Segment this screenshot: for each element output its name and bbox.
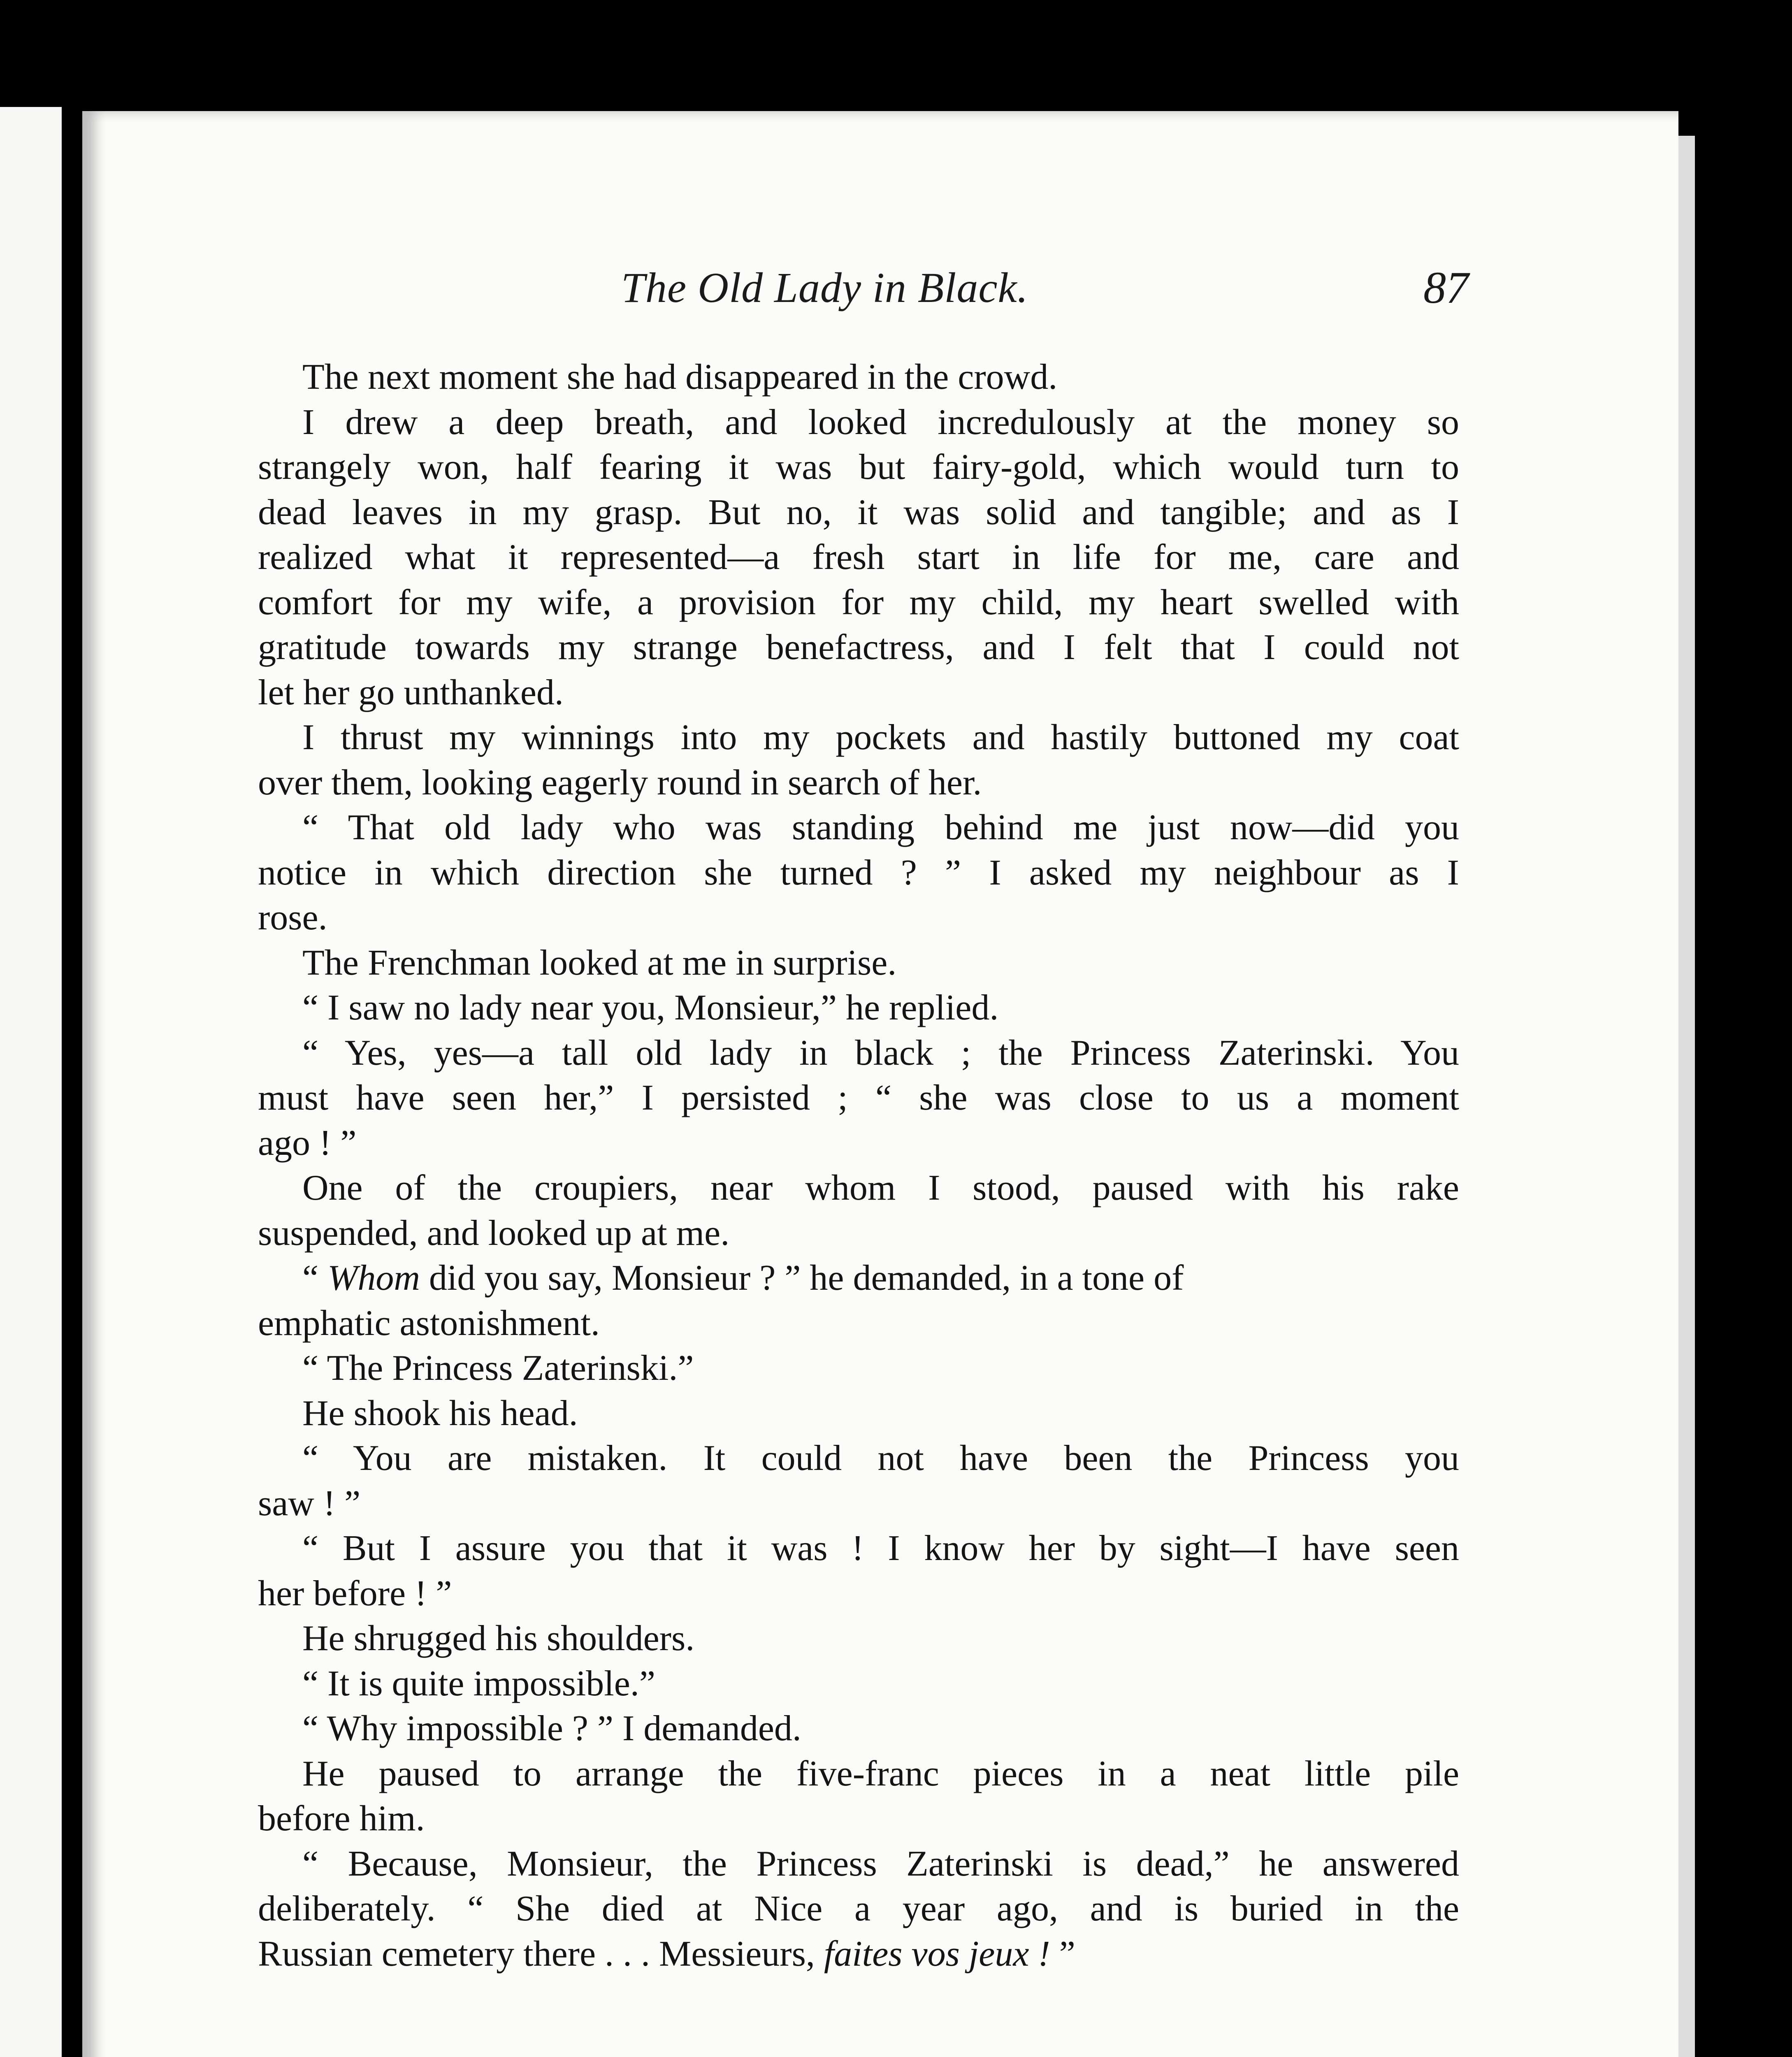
text-line: He shook his head. xyxy=(302,1393,578,1433)
page-number: 87 xyxy=(1423,262,1469,313)
text-line: dead leaves in my grasp. But no, it was solid and tangible; and as I xyxy=(258,492,1459,532)
running-head: The Old Lady in Black. xyxy=(621,264,1028,311)
text-line: One of the croupiers, near whom I stood, paused with his rake xyxy=(302,1168,1459,1208)
text-line xyxy=(258,1256,1459,1301)
text-line: “ That old lady who was standing behind me just now—did you xyxy=(302,808,1459,847)
text-line: “ Yes, yes—a tall old lady in black ; the Princess Zaterinski. You xyxy=(302,1033,1459,1073)
story-text xyxy=(258,355,1459,1976)
text-line: notice in which direction she turned ? ” I asked my neighbour as I xyxy=(258,852,1459,893)
text-line: He shrugged his shoulders. xyxy=(302,1618,695,1658)
text-line: let her go unthanked. xyxy=(258,672,564,713)
text-fragment: “ xyxy=(302,1258,328,1298)
text-line: “ I saw no lady near you, Monsieur,” he replied. xyxy=(302,988,999,1028)
text-line: The Frenchman looked at me in surprise. xyxy=(302,943,897,983)
text-line: realized what it represented—a fresh start in life for me, care and xyxy=(258,537,1459,577)
text-line: deliberately. “ She died at Nice a year ago, and is buried in the xyxy=(258,1889,1459,1929)
text-line: saw ! ” xyxy=(258,1483,361,1523)
text-line: over them, looking eagerly round in search of her. xyxy=(258,762,982,803)
text-line: “ Because, Monsieur, the Princess Zaterinski is dead,” he answered xyxy=(302,1843,1459,1884)
text-fragment: Russian cemetery there . . . Messieurs, xyxy=(258,1934,824,1974)
text-line: He paused to arrange the five-franc pieces in a neat little pile xyxy=(302,1753,1459,1794)
text-line: emphatic astonishment. xyxy=(258,1303,600,1343)
text-line: “ But I assure you that it was ! I know her by sight—I have seen xyxy=(302,1528,1459,1568)
text-line: I drew a deep breath, and looked incredulously at the money so xyxy=(302,402,1459,442)
text-line: her before ! ” xyxy=(258,1573,452,1614)
text-line: before him. xyxy=(258,1799,425,1839)
text-line: rose. xyxy=(258,898,327,938)
text-line: “ Why impossible ? ” I demanded. xyxy=(302,1709,801,1748)
page-stack-edge xyxy=(1678,136,1695,2057)
text-line xyxy=(258,1932,1459,1977)
text-line: The next moment she had disappeared in the crowd. xyxy=(302,357,1058,397)
text-line: gratitude towards my strange benefactress, and I felt that I could not xyxy=(258,627,1459,667)
text-line: strangely won, half fearing it was but fairy-gold, which would turn to xyxy=(258,447,1459,487)
text-fragment: ” xyxy=(1050,1934,1075,1974)
facing-page-edge xyxy=(0,107,62,2057)
text-line: “ You are mistaken. It could not have been the Princess you xyxy=(302,1438,1459,1478)
text-line: I thrust my winnings into my pockets and hastily buttoned my coat xyxy=(302,717,1459,757)
italic-text: Whom xyxy=(327,1258,420,1298)
text-line: ago ! ” xyxy=(258,1123,357,1163)
italic-text: faites vos jeux ! xyxy=(824,1934,1050,1974)
text-line: comfort for my wife, a provision for my child, my heart swelled with xyxy=(258,582,1459,622)
text-line: “ It is quite impossible.” xyxy=(302,1663,655,1704)
text-fragment: did you say, Monsieur ? ” he demanded, in a tone of xyxy=(420,1258,1184,1298)
text-line: suspended, and looked up at me. xyxy=(258,1213,730,1253)
text-line: must have seen her,” I persisted ; “ she was close to us a moment xyxy=(258,1078,1459,1118)
text-line: “ The Princess Zaterinski.” xyxy=(302,1348,694,1388)
